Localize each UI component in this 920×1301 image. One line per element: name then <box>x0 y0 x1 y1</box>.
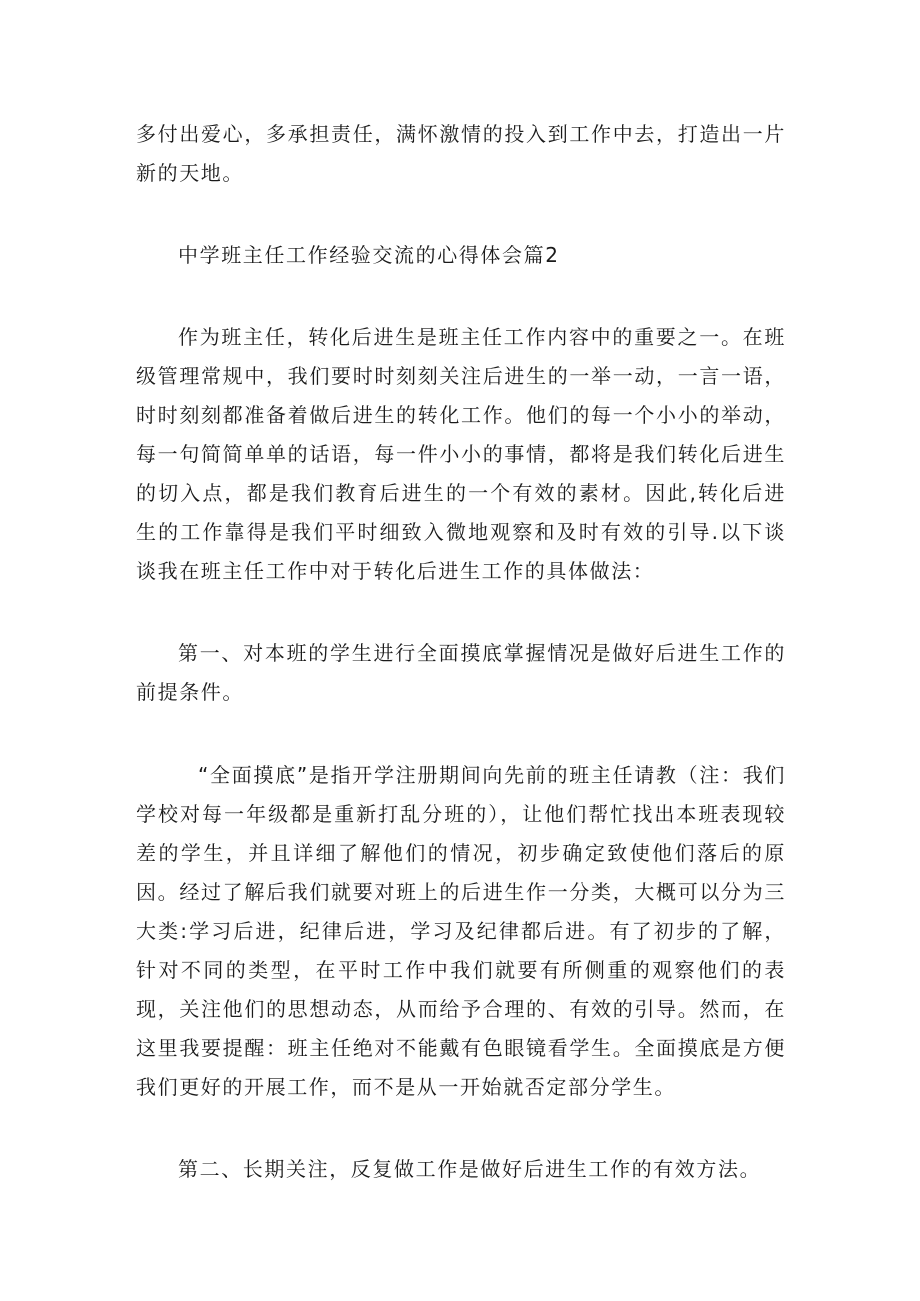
paragraph-point-two: 第二、长期关注，反复做工作是做好后进生工作的有效方法。 <box>178 1157 762 1181</box>
section-heading: 中学班主任工作经验交流的心得体会篇2 <box>178 243 560 267</box>
paragraph-continuation: 多付出爱心，多承担责任，满怀激情的投入到工作中去，打造出一片新的天地。 <box>136 122 786 185</box>
paragraph-point-one-detail: “全面摸底”是指开学注册期间向先前的班主任请教（注：我们学校对每一年级都是重新打乱分班的），让他们帮忙找出本班表现较差的学生，并且详细了解他们的情况，初步确定致使他们落后的原因。经过了解后我们就要对班上的后进生作一分类，大概可以分为三大类:学习后进，纪律后进，学习及纪律都后进。有了初步的了解，针对不同的类型，在平时工作中我们就要有所侧重的观察他们的表现，关注他们的思想动态，从而给予合理的、有效的引导。然而，在这里我要提醒：班主任绝对不能戴有色眼镜看学生。全面摸底是方便我们更好的开展工作，而不是从一开始就否定部分学生。 <box>136 763 786 1099</box>
paragraph-intro: 作为班主任，转化后进生是班主任工作内容中的重要之一。在班级管理常规中，我们要时时刻刻关注后进生的一举一动，一言一语，时时刻刻都准备着做后进生的转化工作。他们的每一个小小的举动，每一句简简单单的话语，每一件小小的事情，都将是我们转化后进生的切入点，都是我们教育后进生的一个有效的素材。因此,转化后进生的工作靠得是我们平时细致入微地观察和及时有效的引导.以下谈谈我在班主任工作中对于转化后进生工作的具体做法： <box>136 325 786 583</box>
paragraph-point-one: 第一、对本班的学生进行全面摸底掌握情况是做好后进生工作的前提条件。 <box>136 641 786 704</box>
